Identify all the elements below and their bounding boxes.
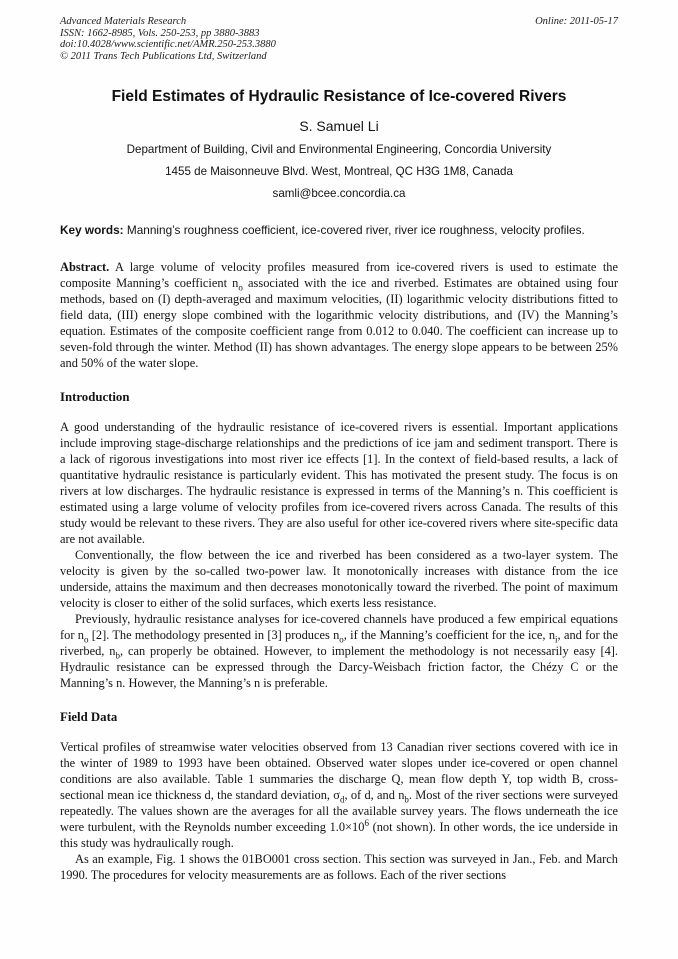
author-affiliation: Department of Building, Civil and Environmental Engineering, Concordia University [126, 143, 552, 157]
section-body-field-data [60, 739, 618, 883]
section-field-data [60, 710, 618, 883]
section-heading-field-data: Field Data [60, 709, 118, 724]
paragraph: As an example, Fig. 1 shows the 01BO001 cross section. This section was surveyed in Jan., Feb. and March 1990. The procedures for velocity measurements are as follows. Each of the river sections [60, 851, 618, 882]
abstract-text: A large volume of velocity profiles measured from ice-covered rivers is used to estimate the composite Manning’s coefficient $n_o$ associated with the ice and riverbed. Estimates are obtained using four methods, based on (I) depth-averaged and maximum velocities, (II) logarithmic velocity distributions fitted to field data, (III) energy slope combined with the logarithmic velocity distributions, and (IV) the Manning’s equation. Estimates of the composite coefficient range from 0.012 to 0.040. The coefficient can increase up to seven-fold through the winter. Method (II) has shown advantages. The energy slope appears to be between 25% and 50% of the water slope. [60, 259, 618, 370]
paragraph: Vertical profiles of streamwise water velocities observed from 13 Canadian river sections covered with ice in the winter of 1989 to 1993 have been obtained. Observed water slopes under ice-covered or open channel conditions are also available. Table 1 summaries the discharge Q, mean flow depth Y, top width B, cross-sectional mean ice thickness d, the standard deviation, $\sigma_d$, of d, and $n_b$. Most of the river sections were surveyed repeatedly. The values shown are the averages for all the available survey years. The flows underneath the ice were turbulent, with the Reynolds number exceeding $1.0\times 10^6$ (not shown). In other words, the ice underside in this study was hydraulically rough. [60, 739, 618, 850]
keywords-label: Key words: [60, 223, 124, 238]
author-email: samli@bcee.concordia.ca [272, 187, 406, 201]
page-header [60, 16, 618, 62]
paper-title: Field Estimates of Hydraulic Resistance of Ice-covered Rivers [111, 88, 567, 106]
paragraph: Conventionally, the flow between the ice and riverbed has been considered as a two-layer system. The velocity is given by the so-called two-power law. It monotonically increases with distance from the ice underside, attains the maximum and then decreases monotonically toward the riverbed. The point of maximum velocity is closer to either of the solid surfaces, which exerts less resistance. [60, 547, 618, 610]
author-name: S. Samuel Li [299, 118, 379, 135]
copyright-line: © 2011 Trans Tech Publications Ltd, Switzerland [60, 50, 267, 62]
online-date: Online: 2011-05-17 [535, 16, 618, 27]
section-heading-introduction: Introduction [60, 389, 130, 404]
section-body-introduction [60, 419, 618, 691]
issn-line: ISSN: 1662-8985, Vols. 250-253, pp 3880-3883 [60, 27, 260, 39]
paragraph: Previously, hydraulic resistance analyses for ice-covered channels have produced a few empirical equations for $n_o$ [2]. The methodology presented in [3] produces $n_o$, if the Manning’s coefficient for the ice, $n_i$, and for the riverbed, $n_b$, can properly be obtained. However, to implement the methodology is not necessarily easy [4]. Hydraulic resistance can be expressed through the Darcy-Weisbach friction factor, the Chézy C or the Manning’s n. However, the Manning’s n is preferable. [60, 611, 619, 690]
abstract-label: Abstract. [60, 259, 110, 274]
doi-line: doi:10.4028/www.scientific.net/AMR.250-253.3880 [60, 39, 276, 51]
section-introduction [60, 390, 618, 691]
paragraph: A good understanding of the hydraulic resistance of ice-covered rivers is essential. Important applications include improving stage-discharge relationships and the predictions of ice jam and sediment transport. There is a lack of rigorous investigations into most river ice effects [1]. In the context of field-based results, a lack of quantitative hydraulic resistance is particularly evident. This has motivated the present study. The focus is on rivers at low discharges. The hydraulic resistance is expressed in terms of the Manning’s n. This coefficient is estimated using a large volume of velocity profiles from ice-covered rivers across Canada. The results of this study would be relevant to these rivers. They are also useful for other ice-covered rivers where site-specific data are not available. [60, 419, 618, 546]
abstract-block [60, 259, 618, 371]
keywords-block [60, 223, 618, 239]
keywords-text: Manning’s roughness coefficient, ice-covered river, river ice roughness, velocity profiles. [126, 223, 585, 238]
journal-name: Advanced Materials Research [60, 16, 187, 27]
author-address: 1455 de Maisonneuve Blvd. West, Montreal, QC H3G 1M8, Canada [165, 165, 513, 179]
header-publication-info [60, 16, 276, 62]
